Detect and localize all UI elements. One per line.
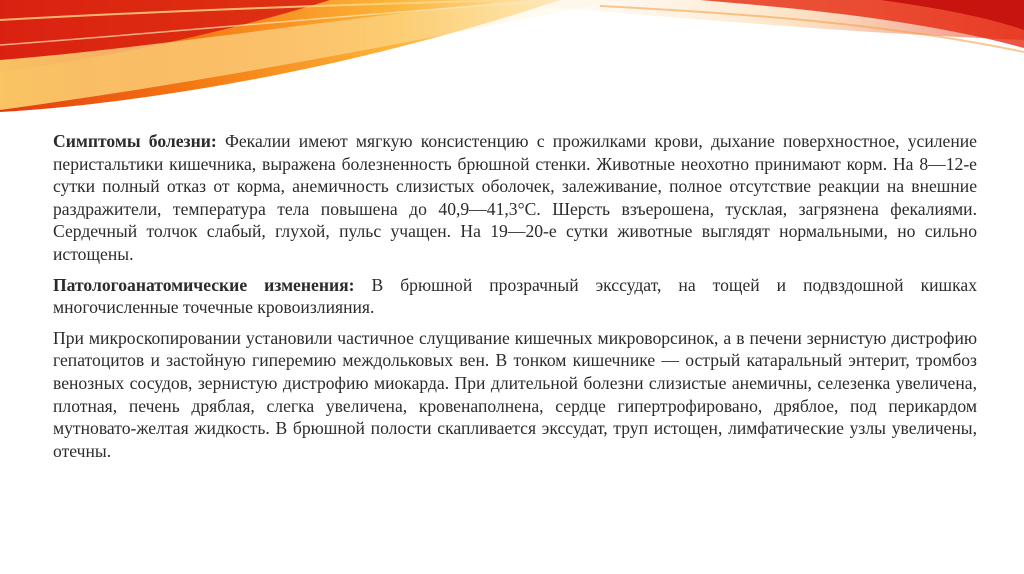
microscopy-paragraph [53,327,977,463]
pathology-text: В брюшной прозрачный экссудат, на тощей и подвздошной кишках многочисленные точечные кровоизлияния. [53,274,977,318]
pathology-paragraph [53,274,977,319]
symptoms-paragraph [53,130,977,266]
pathology-heading: Патологоанатомические изменения: [53,274,355,295]
slide-body [53,130,977,470]
header-wave-decoration [0,0,1024,130]
microscopy-text: При микроскопировании установили частичное слущивание кишечных микроворсинок, а в печени зернистую дистрофию гепатоцитов и застойную гиперемию междольковых вен. В тонком кишечнике — острый катаральный энтерит, тромбоз венозных сосудов, зернистую дистрофию миокарда. При длительной болезни слизистые анемичны, селезенка увеличена, плотная, печень дряблая, слегка увеличена, кровенаполнена, сердце гипертрофировано, дряблое, под перикардом мутновато-желтая жидкость. В брюшной полости скапливается экссудат, труп истощен, лимфатические узлы увеличены, отечны. [53,327,977,461]
symptoms-text: Фекалии имеют мягкую консистенцию с прожилками крови, дыхание поверхностное, усиление перистальтики кишечника, выражена болезненность брюшной стенки. Животные неохотно принимают корм. На 8—12-е сутки полный отказ от корма, анемичность слизистых оболочек, залеживание, полное отсутствие реакции на внешние раздражители, температура тела повышена до 40,9—41,3°С. Шерсть взъерошена, тусклая, загрязнена фекалиями. Сердечный толчок слабый, глухой, пульс учащен. На 19—20-е сутки животные выглядят нормальными, но сильно истощены. [53,131,977,264]
symptoms-heading: Симптомы болезни: [53,131,217,151]
